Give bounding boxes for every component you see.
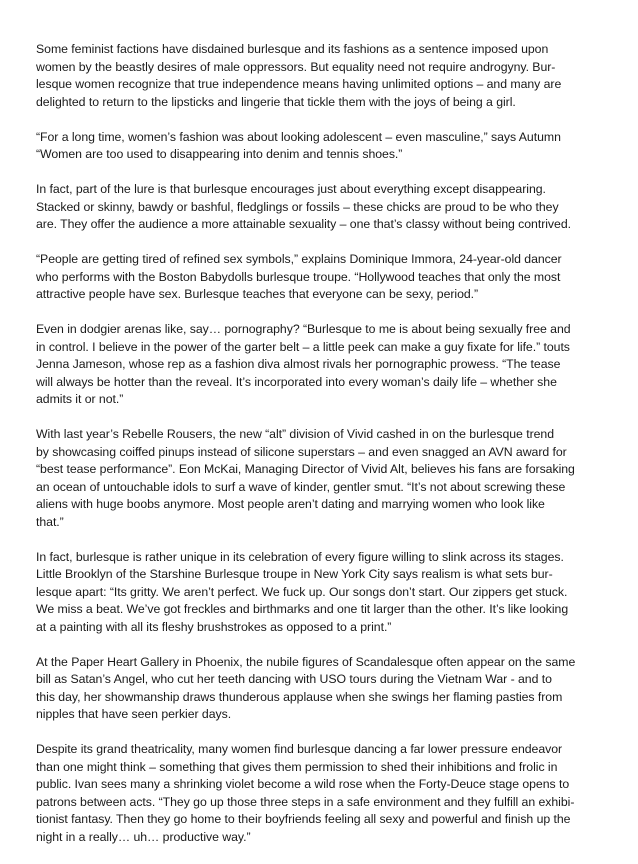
text-line: “People are getting tired of refined sex symbols,” explains Dominique Immora, 24-year-old dancer [36, 252, 562, 266]
text-line: Some feminist factions have disdained burlesque and its fashions as a sentence imposed upon [36, 42, 549, 56]
text-line: lesque apart: “Its gritty. We aren’t perfect. We fuck up. Our songs don’t start. Our zippers get stuck. [36, 584, 568, 599]
paragraph-8 [36, 654, 608, 724]
paragraph-1 [36, 41, 608, 111]
text-line: night in a really… uh… productive way.” [36, 829, 251, 844]
text-line: by showcasing coiffed pinups instead of silicone superstars – and even snagged an AVN award for [36, 444, 567, 459]
text-line: at a painting with all its fleshy brushstrokes as opposed to a print.” [36, 619, 392, 634]
text-line: in control. I believe in the power of the garter belt – a little peek can make a guy fixate for life.” touts [36, 339, 570, 354]
text-line: In fact, part of the lure is that burlesque encourages just about everything except disappearing. [36, 182, 546, 196]
text-line: will always be hotter than the reveal. It’s incorporated into every woman’s daily life – whether she [36, 374, 557, 389]
paragraph-6 [36, 426, 608, 531]
text-line: Despite its grand theatricality, many women find burlesque dancing a far lower pressure endeavor [36, 742, 563, 756]
text-line: bill as Satan’s Angel, who cut her teeth dancing with USO tours during the Vietnam War - and to [36, 672, 552, 686]
text-line: “best tease performance”. Eon McKai, Managing Director of Vivid Alt, believes his fans are forsaking [36, 462, 575, 476]
text-line: who performs with the Boston Babydolls burlesque troupe. “Hollywood teaches that only the most [36, 269, 561, 284]
text-line: Jenna Jameson, whose rep as a fashion diva almost rivals her pornographic prowess. “The tease [36, 357, 561, 371]
text-line: “For a long time, women’s fashion was about looking adolescent – even masculine,” says Autumn [36, 129, 561, 144]
text-line: this day, her showmanship draws thunderous applause when she swings her flaming pasties from [36, 689, 563, 704]
text-line: In fact, burlesque is rather unique in its celebration of every figure willing to slink across its stages. [36, 549, 564, 564]
text-line: tionist fantasy. Then they go home to their boyfriends feeling all sexy and powerful and finish up the [36, 812, 571, 826]
document-page [36, 41, 608, 864]
paragraph-5 [36, 321, 608, 409]
paragraph-3 [36, 181, 608, 234]
text-line: Stacked or skinny, bawdy or bashful, fledglings or fossils – these chicks are proud to be who they [36, 199, 559, 214]
paragraph-4 [36, 251, 608, 304]
text-line: “Women are too used to disappearing into denim and tennis shoes.” [36, 147, 403, 161]
text-line: than one might think – something that gives them permission to shed their inhibitions and frolic in [36, 759, 558, 774]
text-line: patrons between acts. “They go up those three steps in a safe environment and they fulfill an exhibi- [36, 794, 575, 809]
paragraph-9 [36, 741, 608, 846]
text-line: that.” [36, 514, 64, 529]
text-line: public. Ivan sees many a shrinking violet become a wild rose when the Forty-Deuce stage opens to [36, 777, 570, 791]
text-line: Little Brooklyn of the Starshine Burlesque troupe in New York City says realism is what sets bur- [36, 567, 553, 581]
text-line: women by the beastly desires of male oppressors. But equality need not require androgyny. Bur- [36, 59, 556, 74]
text-line: Even in dodgier arenas like, say… pornography? “Burlesque to me is about being sexually free and [36, 322, 571, 336]
text-line: attractive people have sex. Burlesque teaches that everyone can be sexy, period.” [36, 287, 479, 301]
paragraph-2 [36, 129, 608, 164]
text-line: lesque women recognize that true independence means having unlimited options – and many are [36, 77, 562, 91]
text-line: are. They offer the audience a more attainable sexuality – one that’s classy without being contrived. [36, 217, 571, 231]
text-line: admits it or not.” [36, 392, 124, 406]
text-line: nipples that have seen perkier days. [36, 707, 232, 721]
text-line: aliens with huge boobs anymore. Most people aren’t dating and marrying women who look like [36, 497, 545, 511]
text-line: At the Paper Heart Gallery in Phoenix, the nubile figures of Scandalesque often appear on the same [36, 654, 576, 669]
text-line: With last year’s Rebelle Rousers, the new “alt” division of Vivid cashed in on the burlesque trend [36, 427, 554, 441]
text-line: an ocean of untouchable idols to surf a wave of kinder, gentler smut. “It’s not about screwing these [36, 479, 566, 494]
text-line: delighted to return to the lipsticks and lingerie that tickle them with the joys of being a girl. [36, 94, 516, 109]
paragraph-7 [36, 549, 608, 637]
text-line: We miss a beat. We’ve got freckles and birthmarks and one tit larger than the other. It’s like looking [36, 602, 569, 616]
